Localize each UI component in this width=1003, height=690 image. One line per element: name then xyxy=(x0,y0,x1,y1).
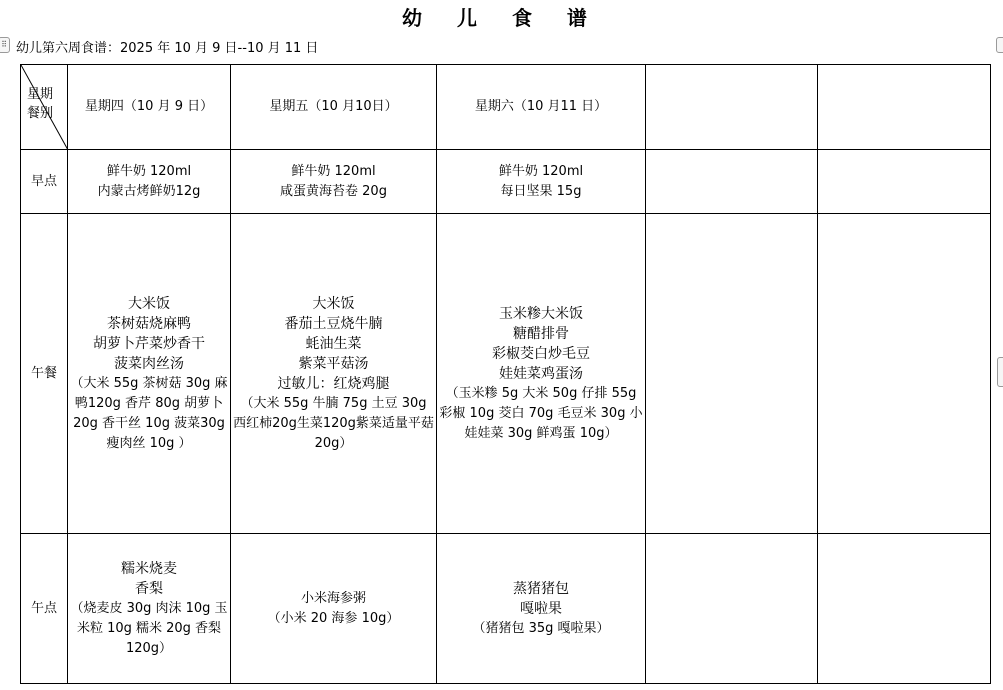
snack-dish: 香梨 xyxy=(135,580,163,597)
table-resize-handle-top[interactable] xyxy=(996,37,1003,53)
lunch-cell-empty-2 xyxy=(818,214,991,534)
snack-cell-thu xyxy=(68,534,231,684)
breakfast-item: 鲜牛奶 120ml xyxy=(106,163,192,179)
meal-label-breakfast: 早点 xyxy=(21,150,68,214)
day-header-empty-2 xyxy=(818,65,991,150)
meal-header-label: 餐别 xyxy=(27,106,54,121)
lunch-cell-empty-1 xyxy=(646,214,818,534)
snack-ingredients: （小米 20 海参 10g） xyxy=(267,610,400,626)
snack-ingredients: （猪猪包 35g 嘎啦果） xyxy=(472,620,610,636)
day-header-empty-1 xyxy=(646,65,818,150)
lunch-dish: 蚝油生菜 xyxy=(305,335,362,352)
header-row xyxy=(21,65,991,150)
day-header-sat: 星期六（10 月11 日） xyxy=(437,65,646,150)
breakfast-cell-empty-2 xyxy=(818,150,991,214)
snack-dish: 蒸猪猪包 xyxy=(513,580,569,597)
table-move-handle[interactable]: ⠿ xyxy=(0,37,10,53)
meal-label-lunch: 午餐 xyxy=(21,214,68,534)
snack-cell-fri xyxy=(231,534,437,684)
menu-table xyxy=(20,64,991,684)
breakfast-item: 每日坚果 15g xyxy=(500,183,582,199)
lunch-dish: 番茄土豆烧牛腩 xyxy=(284,315,383,332)
breakfast-item: 咸蛋黄海苔卷 20g xyxy=(280,183,387,199)
snack-row xyxy=(21,534,991,684)
lunch-ingredients: （大米 55g 茶树菇 30g 麻鸭120g 香芹 80g 胡萝卜 20g 香干丝 10g 菠菜30g 瘦肉丝 10g ） xyxy=(70,375,228,451)
lunch-cell-thu xyxy=(68,214,231,534)
meal-label-snack: 午点 xyxy=(21,534,68,684)
snack-dish: 糯米烧麦 xyxy=(121,560,177,577)
breakfast-cell-empty-1 xyxy=(646,150,818,214)
snack-ingredients: （烧麦皮 30g 肉沫 10g 玉米粒 10g 糯米 20g 香梨 120g） xyxy=(70,600,228,656)
weekday-header-label: 星期 xyxy=(27,87,54,102)
lunch-row xyxy=(21,214,991,534)
breakfast-cell-thu xyxy=(68,150,231,214)
page-title: 幼 儿 食 谱 xyxy=(402,6,601,30)
snack-dish: 嘎啦果 xyxy=(520,600,562,617)
lunch-dish: 胡萝卜芹菜炒香干 xyxy=(93,335,205,352)
lunch-dish: 彩椒茭白炒毛豆 xyxy=(492,345,590,362)
snack-cell-empty-2 xyxy=(818,534,991,684)
breakfast-item: 鲜牛奶 120ml xyxy=(291,163,376,179)
diagonal-header-cell xyxy=(21,65,68,150)
snack-cell-sat xyxy=(437,534,646,684)
lunch-cell-sat xyxy=(437,214,646,534)
table-resize-handle-side[interactable] xyxy=(997,357,1003,387)
breakfast-cell-fri xyxy=(231,150,437,214)
lunch-dish: 大米饭 xyxy=(128,295,170,312)
lunch-allergy-note: 过敏儿：红烧鸡腿 xyxy=(277,375,390,392)
breakfast-item: 内蒙古烤鲜奶12g xyxy=(97,183,201,199)
lunch-dish: 茶树菇烧麻鸭 xyxy=(107,315,191,332)
lunch-ingredients: （玉米糁 5g 大米 50g 仔排 55g 彩椒 10g 茭白 70g 毛豆米 30g 小娃娃菜 30g 鲜鸡蛋 10g） xyxy=(439,385,643,441)
menu-week-subtitle: 幼儿第六周食谱：2025 年 10 月 9 日--10 月 11 日 xyxy=(16,41,319,56)
lunch-dish: 娃娃菜鸡蛋汤 xyxy=(499,365,583,382)
day-header-thu: 星期四（10 月 9 日） xyxy=(68,65,231,150)
lunch-dish: 紫菜平菇汤 xyxy=(298,355,369,372)
breakfast-cell-sat xyxy=(437,150,646,214)
lunch-dish: 糖醋排骨 xyxy=(513,325,569,342)
day-header-fri: 星期五（10 月10日） xyxy=(231,65,437,150)
breakfast-item: 鲜牛奶 120ml xyxy=(498,163,584,179)
lunch-cell-fri xyxy=(231,214,437,534)
breakfast-row xyxy=(21,150,991,214)
snack-dish: 小米海参粥 xyxy=(300,590,366,606)
snack-cell-empty-1 xyxy=(646,534,818,684)
lunch-ingredients: （大米 55g 牛腩 75g 土豆 30g 西红柿20g生菜120g紫菜适量平菇 20g） xyxy=(233,395,434,451)
lunch-dish: 大米饭 xyxy=(312,295,355,312)
lunch-dish: 菠菜肉丝汤 xyxy=(114,355,184,372)
lunch-dish: 玉米糁大米饭 xyxy=(499,305,583,322)
